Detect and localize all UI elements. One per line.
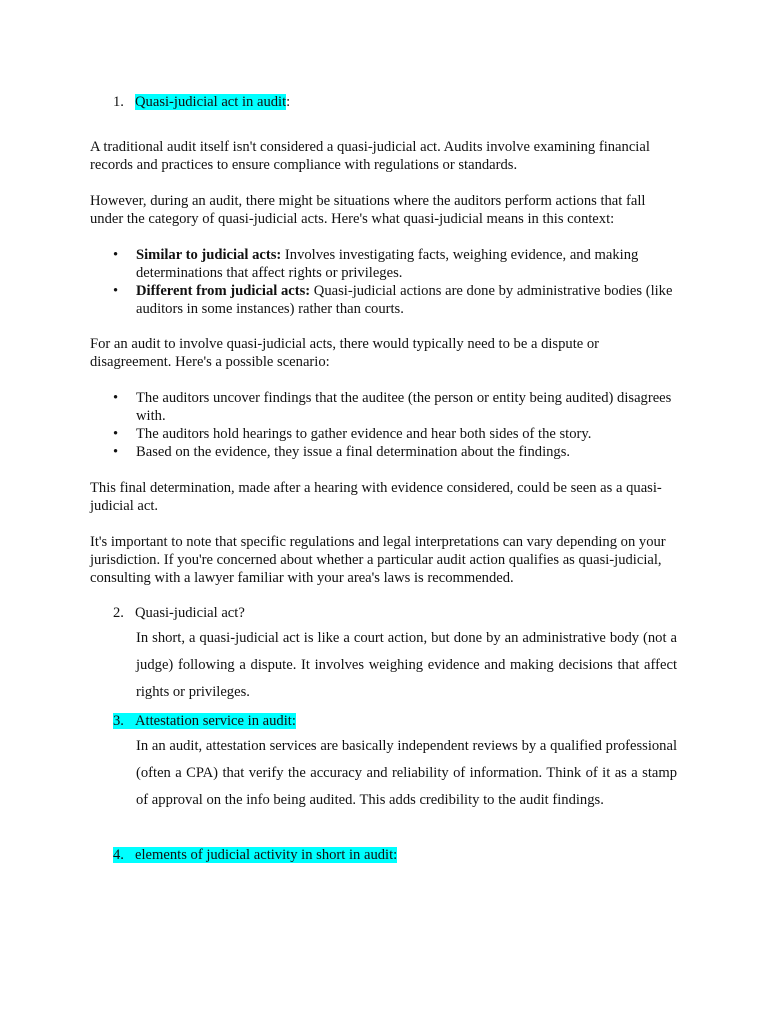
paragraph-quasi-judicial-situations: However, during an audit, there might be situations where the auditors perform actions that fall under the category of quasi-judicial acts. Here's what quasi-judicial means in this context:: [90, 193, 646, 227]
paragraph-final-determination: This final determination, made after a hearing with evidence considered, could be seen as a quasi-judicial act.: [90, 480, 662, 514]
section-1-heading: [113, 93, 290, 111]
section-4-number: 4.: [113, 847, 124, 863]
section-2-body: In short, a quasi-judicial act is like a court action, but done by an administrative body (not a judge) following a dispute. It involves weighing evidence and making decisions that affect rights or privileges.: [136, 630, 677, 700]
paragraph-jurisdiction-note: It's important to note that specific regulations and legal interpretations can vary depending on your jurisdiction. If you're concerned about whether a particular audit action qualifies as quasi-judicial, consulting with a lawyer familiar with your area's laws is recommended.: [90, 534, 666, 586]
list-item-text: Involves investigating facts, weighing evidence, and making determinations that affect rights or privileges.: [136, 247, 639, 281]
section-2-heading: [113, 604, 245, 622]
list-item: • Based on the evidence, they issue a final determination about the findings.: [90, 443, 680, 461]
section-3-body: In an audit, attestation services are basically independent reviews by a qualified professional (often a CPA) that verify the accuracy and reliability of information. Think of it as a stamp of approval on the info being audited. This adds credibility to the audit findings.: [136, 738, 677, 808]
list-item-bold-label: Different from judicial acts:: [136, 283, 311, 299]
paragraph-dispute-scenario: For an audit to involve quasi-judicial acts, there would typically need to be a dispute or disagreement. Here's a possible scenario:: [90, 336, 600, 370]
bullet-list-definitions: [90, 246, 680, 318]
section-3-title: Attestation service in audit:: [135, 713, 296, 729]
section-3-number: 3.: [113, 713, 124, 729]
bullet-list-scenario: [90, 389, 680, 461]
section-2-number: 2.: [113, 605, 124, 621]
section-1-number: 1.: [113, 94, 124, 110]
list-item: • The auditors hold hearings to gather evidence and hear both sides of the story.: [90, 425, 680, 443]
list-item-bold-label: Similar to judicial acts:: [136, 247, 282, 263]
paragraph-audit-not-quasi-judicial: A traditional audit itself isn't considered a quasi-judicial act. Audits involve examining financial records and practices to ensure compliance with regulations or standards.: [90, 139, 650, 173]
list-item: • The auditors uncover findings that the auditee (the person or entity being audited) disagrees with.: [90, 389, 680, 425]
list-item: [90, 246, 680, 282]
list-item-text: Quasi-judicial actions are done by administrative bodies (like auditors in some instances) rather than courts.: [136, 283, 673, 317]
section-2-title: Quasi-judicial act?: [135, 605, 245, 621]
section-4-heading: [113, 846, 397, 864]
section-1-title: Quasi-judicial act in audit: [135, 94, 287, 110]
list-item: [90, 282, 680, 318]
section-1-colon: :: [286, 94, 291, 110]
section-3-heading: [113, 712, 296, 730]
section-4-title: elements of judicial activity in short in audit:: [135, 847, 398, 863]
